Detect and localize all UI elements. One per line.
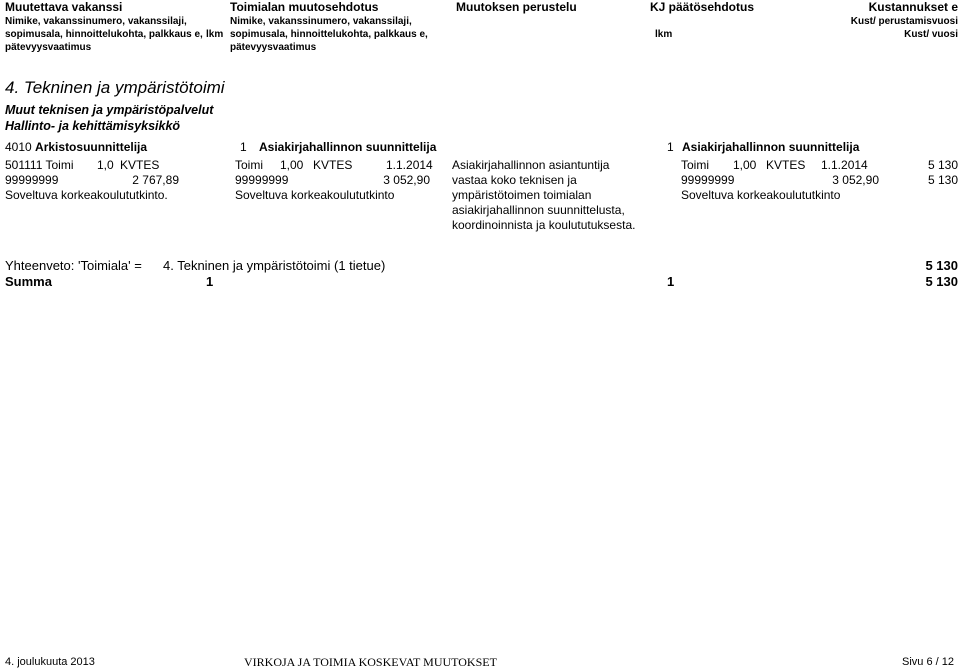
record-code: 4010 <box>5 140 32 154</box>
sum-total: 5 130 <box>925 274 958 289</box>
unit-headings <box>5 102 213 134</box>
col4-lkm-label: lkm <box>655 29 673 40</box>
mid-amount: 3 052,90 <box>383 173 430 187</box>
left-kvtes: KVTES <box>120 158 160 172</box>
col4-count: 1 <box>667 140 674 154</box>
col1-title: Muutettava vakanssi <box>5 0 123 14</box>
dec-lkm: 1,00 <box>733 158 757 172</box>
left-line1: 501111 Toimi <box>5 158 74 172</box>
col2-title: Toimialan muutosehdotus <box>230 0 379 14</box>
col1-sub-line: pätevyysvaatimus <box>5 42 92 53</box>
sum-label: Summa <box>5 274 52 289</box>
left-amount: 2 767,89 <box>132 173 179 187</box>
mid-date: 1.1.2014 <box>386 158 433 172</box>
dec-code: 99999999 <box>681 173 735 187</box>
col4-title: KJ päätösehdotus <box>650 0 755 14</box>
col2-sub-line: sopimusala, hinnoittelukohta, palkkaus e, <box>230 29 428 40</box>
mid-kvtes: KVTES <box>313 158 353 172</box>
col1-lkm-label: lkm <box>206 29 224 40</box>
dec-type: Toimi <box>681 158 710 172</box>
justification-line: ympäristötoimen toimialan <box>452 188 592 202</box>
dec-kvtes: KVTES <box>766 158 806 172</box>
col4-name: Asiakirjahallinnon suunnittelija <box>682 140 860 154</box>
justification-line: koordinoinnista ja koulututuksesta. <box>452 218 636 232</box>
col5-sub-line: Kust/ perustamisvuosi <box>850 16 958 27</box>
col2-count: 1 <box>240 140 247 154</box>
col1-sub-line: Nimike, vakanssinumero, vakanssilaji, <box>5 16 187 27</box>
left-code: 99999999 <box>5 173 59 187</box>
dec-amount: 3 052,90 <box>832 173 879 187</box>
col1-subheader <box>5 15 203 54</box>
unit-heading: Hallinto- ja kehittämisyksikkö <box>5 119 181 133</box>
dec-requirement: Soveltuva korkeakoulututkinto <box>681 188 841 202</box>
mid-code: 99999999 <box>235 173 289 187</box>
cost-first-year: 5 130 <box>927 158 958 172</box>
footer-page: Sivu 6 / 12 <box>902 656 954 668</box>
footer-date: 4. joulukuuta 2013 <box>5 656 95 668</box>
mid-requirement: Soveltuva korkeakoulututkinto <box>235 188 395 202</box>
section-title: 4. Tekninen ja ympäristötoimi <box>5 78 225 97</box>
col3-title: Muutoksen perustelu <box>456 0 577 14</box>
summary-label: Yhteenveto: 'Toimiala' = <box>5 258 142 273</box>
justification-line: asiakirjahallinnon suunnittelusta, <box>452 203 625 217</box>
summary-total: 5 130 <box>925 258 958 273</box>
left-lkm: 1,0 <box>97 158 114 172</box>
col1-sub-line: sopimusala, hinnoittelukohta, palkkaus e, <box>5 29 203 40</box>
dec-date: 1.1.2014 <box>821 158 868 172</box>
justification-line: vastaa koko teknisen ja <box>452 173 577 187</box>
unit-heading: Muut teknisen ja ympäristöpalvelut <box>5 103 214 117</box>
col2-subheader <box>230 15 428 54</box>
record-name: Arkistosuunnittelija <box>35 140 148 154</box>
sum-count-left: 1 <box>206 274 214 289</box>
footer-title: VIRKOJA JA TOIMIA KOSKEVAT MUUTOKSET <box>244 655 497 669</box>
mid-type: Toimi <box>235 158 264 172</box>
col2-sub-line: Nimike, vakanssinumero, vakanssilaji, <box>230 16 412 27</box>
col2-name: Asiakirjahallinnon suunnittelija <box>259 140 437 154</box>
justification-line: Asiakirjahallinnon asiantuntija <box>452 158 610 172</box>
sum-count-right: 1 <box>667 274 675 289</box>
justification <box>452 158 635 233</box>
col5-title: Kustannukset e <box>868 0 958 14</box>
col5-subheader <box>800 15 958 41</box>
cost-per-year: 5 130 <box>927 173 958 187</box>
mid-lkm: 1,00 <box>280 158 304 172</box>
record-title <box>5 140 147 154</box>
left-requirement: Soveltuva korkeakoulututkinto. <box>5 188 168 202</box>
col2-sub-line: pätevyysvaatimus <box>230 42 317 53</box>
summary-value: 4. Tekninen ja ympäristötoimi (1 tietue) <box>163 258 386 273</box>
col5-sub-line: Kust/ vuosi <box>904 29 958 40</box>
